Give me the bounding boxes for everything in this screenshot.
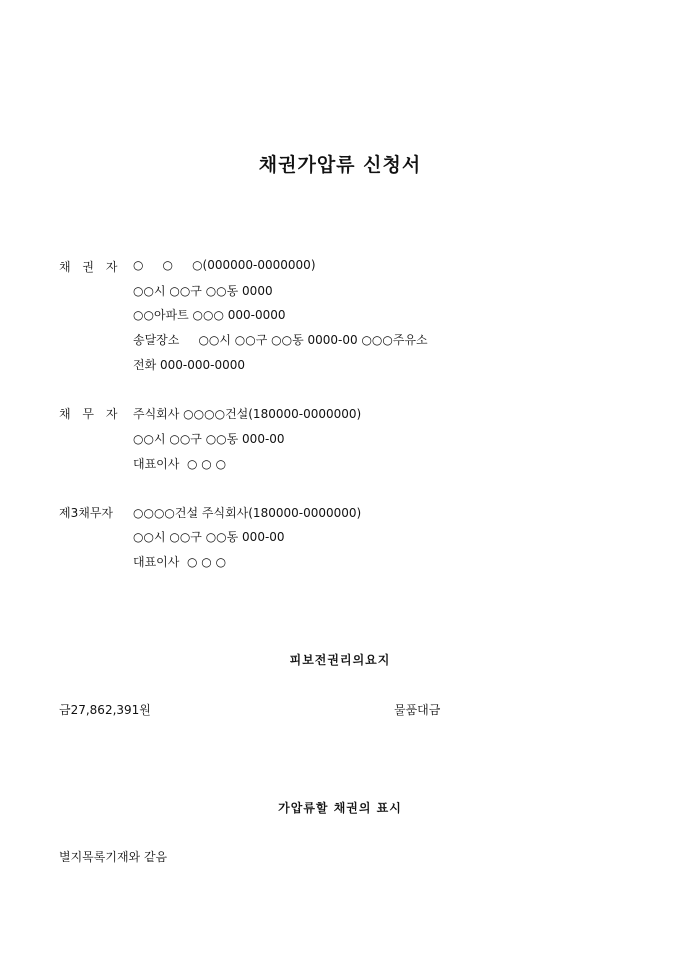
claim-amount: 금27,862,391원 [59, 703, 151, 717]
debtor-representative: 대표이사 ○ ○ ○ [133, 457, 227, 471]
third-debtor-address-line: ○○시 ○○구 ○○동 000-00 [133, 530, 285, 544]
secured-right-heading: 피보전권리의요지 [289, 653, 391, 667]
creditor-address-line: ○○시 ○○구 ○○동 0000 [133, 284, 273, 298]
third-debtor-label: 제3채무자 [59, 506, 114, 520]
creditor-delivery-address: 송달장소 ○○시 ○○구 ○○동 0000-00 ○○○주유소 [133, 333, 428, 347]
seized-claim-heading: 가압류할 채권의 표시 [278, 801, 402, 815]
third-debtor-name-line: ○○○○건설 주식회사(180000-0000000) [133, 506, 362, 520]
seized-claim-text: 별지목록기재와 같음 [59, 850, 168, 864]
creditor-name-line: ○ ○ ○(000000-0000000) [133, 258, 316, 272]
document-title: 채권가압류 신청서 [258, 154, 422, 176]
creditor-apartment-line: ○○아파트 ○○○ 000-0000 [133, 308, 286, 322]
creditor-phone: 전화 000-000-0000 [133, 358, 246, 372]
claim-description: 물품대금 [394, 703, 441, 717]
debtor-address-line: ○○시 ○○구 ○○동 000-00 [133, 432, 285, 446]
debtor-label: 채 무 자 [59, 407, 122, 421]
third-debtor-representative: 대표이사 ○ ○ ○ [133, 555, 227, 569]
debtor-name-line: 주식회사 ○○○○건설(180000-0000000) [133, 407, 362, 421]
creditor-label: 채 권 자 [59, 260, 122, 274]
